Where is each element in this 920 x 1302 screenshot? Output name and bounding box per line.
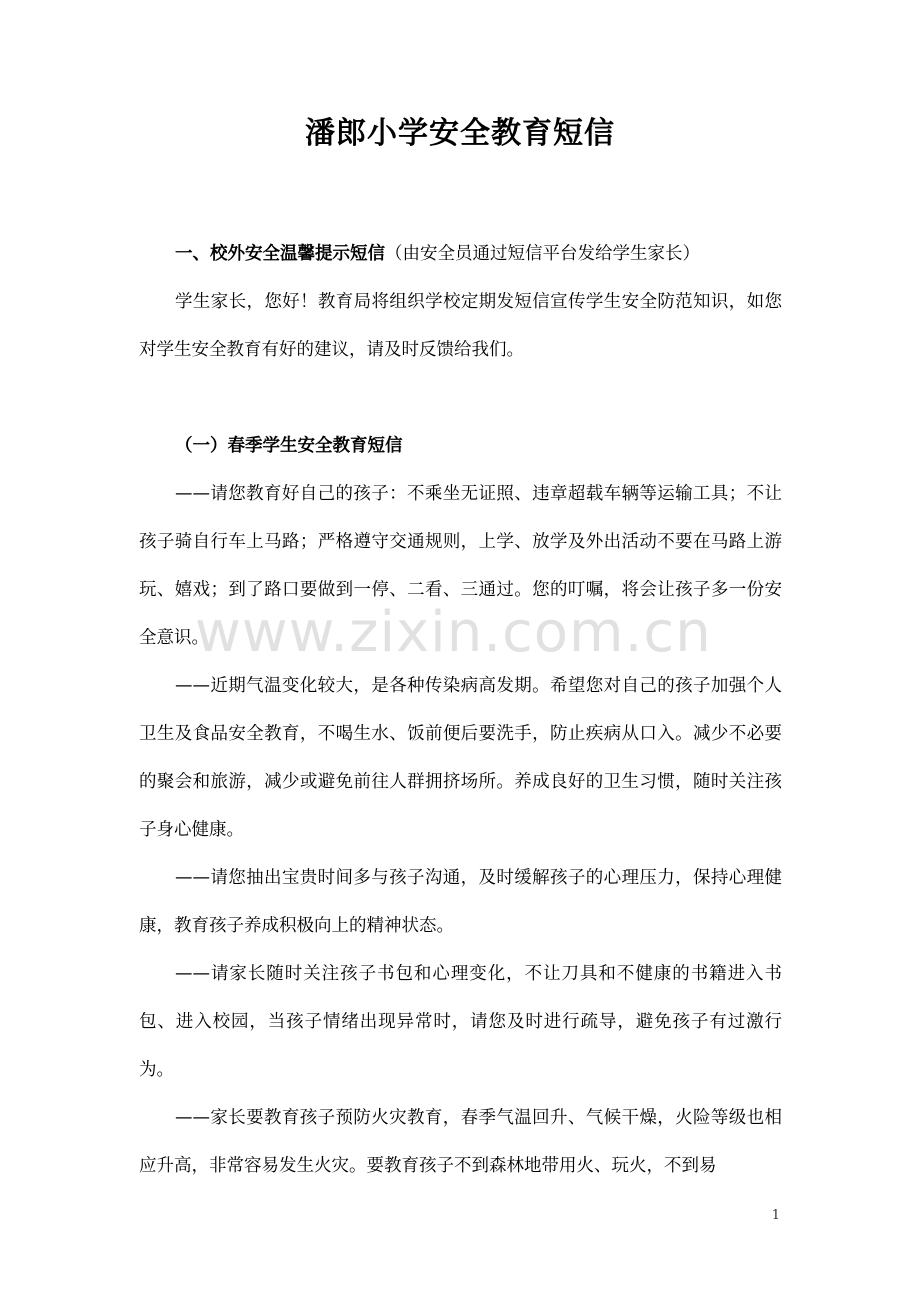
subsection-heading: （一）春季学生安全教育短信 <box>175 436 403 456</box>
document-body <box>139 230 782 1190</box>
paragraph-item: ——请您教育好自己的孩子：不乘坐无证照、违章超载车辆等运输工具；不让孩子骑自行车上马路；严格遵守交通规则，上学、放学及外出活动不要在马路上游玩、嬉戏；到了路口要做到一停、二看、三通过。您的叮嘱，将会让孩子多一份安全意识。 <box>139 484 782 648</box>
page-number: 1 <box>771 1208 780 1223</box>
document-title: 潘郎小学安全教育短信 <box>305 116 615 151</box>
section-heading-bold: 一、校外安全温馨提示短信 <box>175 244 385 264</box>
watermark: www.zixin.com.cn <box>195 600 712 665</box>
section-spacer <box>139 374 782 422</box>
section-heading-note: （由安全员通过短信平台发给学生家长） <box>385 244 700 264</box>
paragraph-item: ——家长要教育孩子预防火灾教育，春季气温回升、气候干燥，火险等级也相应升高，非常容易发生火灾。要教育孩子不到森林地带用火、玩火，不到易 <box>139 1108 782 1176</box>
paragraph-item: ——请家长随时关注孩子书包和心理变化，不让刀具和不健康的书籍进入书包、进入校园，当孩子情绪出现异常时，请您及时进行疏导，避免孩子有过激行为。 <box>139 964 782 1080</box>
paragraph-item: ——近期气温变化较大，是各种传染病高发期。希望您对自己的孩子加强个人卫生及食品安全教育，不喝生水、饭前便后要洗手，防止疾病从口入。减少不必要的聚会和旅游，减少或避免前往人群拥挤场所。养成良好的卫生习惯，随时关注孩子身心健康。 <box>139 676 782 840</box>
section-heading <box>139 230 782 278</box>
intro-paragraph: 学生家长，您好！教育局将组织学校定期发短信宣传学生安全防范知识，如您对学生安全教育有好的建议，请及时反馈给我们。 <box>139 292 782 360</box>
paragraph-item: ——请您抽出宝贵时间多与孩子沟通，及时缓解孩子的心理压力，保持心理健康，教育孩子养成积极向上的精神状态。 <box>139 868 782 936</box>
